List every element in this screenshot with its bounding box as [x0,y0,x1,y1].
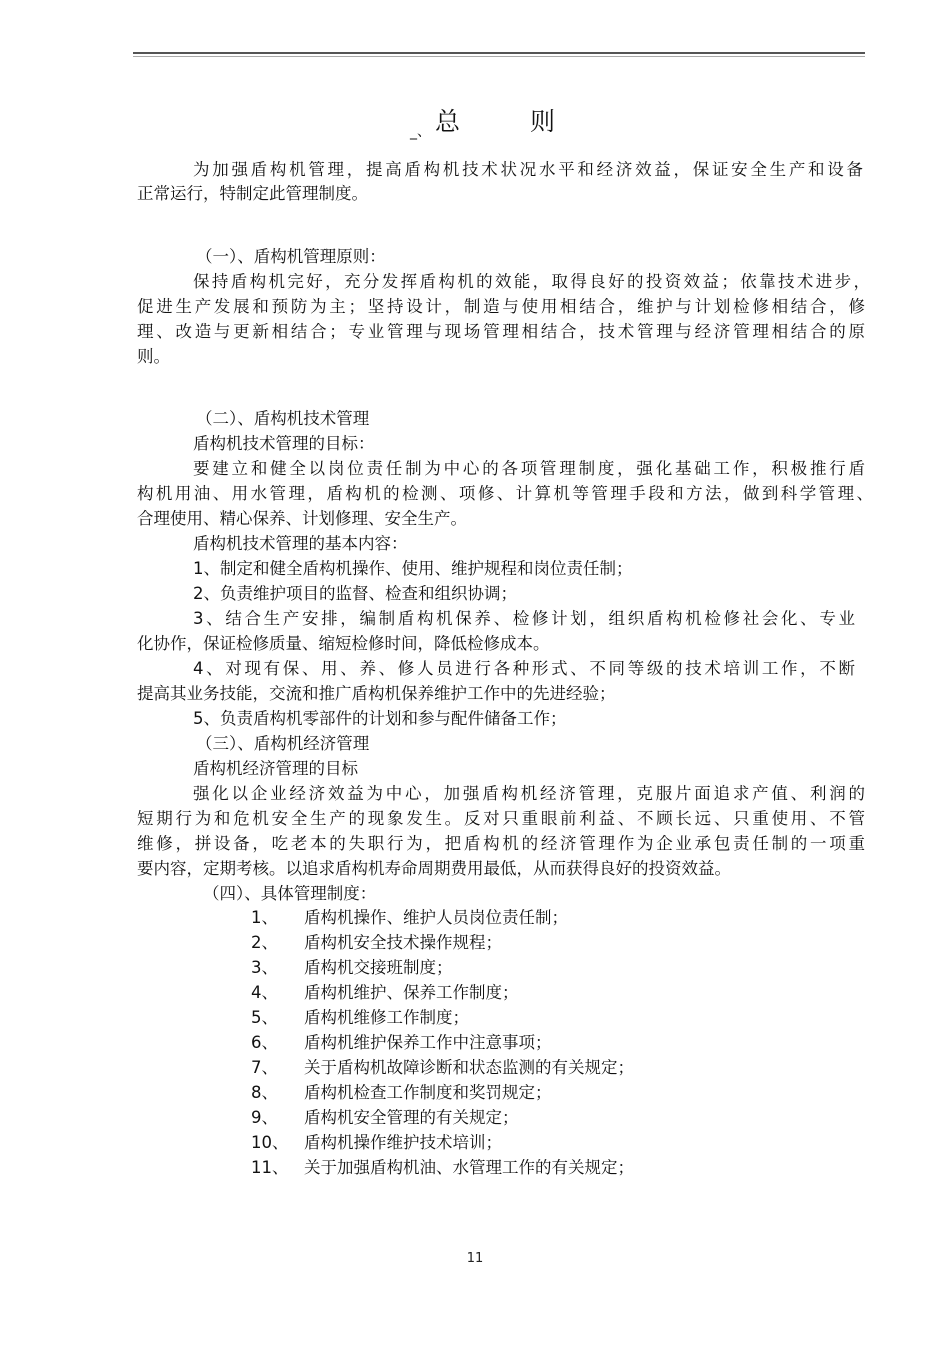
section-2-content-line-4: 化协作，保证检修质量、缩短检修时间，降低检修成本。 [137,634,550,653]
list-item-number: 10、 [251,1133,289,1152]
section-3-title: （三）、盾构机经济管理 [196,734,370,753]
list-item-text: 关于加强盾构机油、水管理工作的有关规定； [304,1158,634,1177]
section-2-title: （二）、盾构机技术管理 [196,409,370,428]
list-item-number: 8、 [251,1083,278,1102]
list-item-text: 盾构机安全管理的有关规定； [304,1108,519,1127]
list-item-number: 5、 [251,1008,278,1027]
section-1-line-1: 保持盾构机完好，充分发挥盾构机的效能，取得良好的投资效益；依靠技术进步， [193,272,870,291]
list-item-text: 盾构机检查工作制度和奖罚规定； [304,1083,552,1102]
list-item-number: 4、 [251,983,278,1002]
header-rule-thin [133,56,865,57]
section-2-content-line-1: 1、制定和健全盾构机操作、使用、维护规程和岗位责任制； [193,559,633,578]
section-2-goal-line-1: 要建立和健全以岗位责任制为中心的各项管理制度，强化基础工作，积极推行盾 [193,459,865,478]
section-2-content-line-6: 提高其业务技能，交流和推广盾构机保养维护工作中的先进经验； [137,684,616,703]
section-3-line-2: 短期行为和危机安全生产的现象发生。反对只重眼前利益、不顾长远、只重使用、不管 [137,809,865,828]
list-item-number: 11、 [251,1158,289,1177]
list-item-number: 6、 [251,1033,278,1052]
heading-char-1: 总 [434,107,460,136]
section-2-goal-line-3: 合理使用、精心保养、计划修理、安全生产。 [137,509,467,528]
intro-line-1: 为加强盾构机管理，提高盾构机技术状况水平和经济效益，保证安全生产和设备 [193,160,863,179]
section-1-line-2: 促进生产发展和预防为主；坚持设计，制造与使用相结合，维护与计划检修相结合，修 [137,297,865,316]
section-2-content-title: 盾构机技术管理的基本内容： [193,534,408,553]
section-4-title: （四）、具体管理制度： [203,884,377,903]
section-1-title: （一）、盾构机管理原则： [196,247,386,266]
section-2-goal-line-2: 构机用油、用水管理，盾构机的检测、项修、计算机等管理手段和方法，做到科学管理、 [137,484,873,503]
list-item-text: 盾构机维护、保养工作制度； [304,983,519,1002]
list-item-text: 盾构机维护保养工作中注意事项； [304,1033,552,1052]
list-item-text: 盾构机操作维护技术培训； [304,1133,502,1152]
chapter-heading [0,106,950,142]
list-item-number: 1、 [251,908,278,927]
section-3-goal-title: 盾构机经济管理的目标 [193,759,358,778]
header-rule [133,52,865,54]
list-item-text: 关于盾构机故障诊断和状态监测的有关规定； [304,1058,634,1077]
section-2-content-line-2: 2、负责维护项目的监督、检查和组织协调； [193,584,517,603]
heading-number: _、 [409,124,431,140]
list-item-number: 9、 [251,1108,278,1127]
section-2-content-line-5: 4、对现有保、用、养、修人员进行各种形式、不同等级的技术培训工作，不断 [193,659,855,678]
section-3-line-1: 强化以企业经济效益为中心，加强盾构机经济管理，克服片面追求产值、利润的 [193,784,865,803]
section-3-line-4: 要内容，定期考核。以追求盾构机寿命周期费用最低，从而获得良好的投资效益。 [137,859,731,878]
heading-char-2: 则 [530,107,556,136]
section-2-content-line-7: 5、负责盾构机零部件的计划和参与配件储备工作； [193,709,567,728]
list-item-number: 7、 [251,1058,278,1077]
list-item-text: 盾构机交接班制度； [304,958,453,977]
list-item-text: 盾构机维修工作制度； [304,1008,469,1027]
list-item-text: 盾构机操作、维护人员岗位责任制； [304,908,568,927]
list-item-number: 3、 [251,958,278,977]
section-2-content-line-3: 3、结合生产安排，编制盾构机保养、检修计划，组织盾构机检修社会化、专业 [193,609,855,628]
section-2-goal-title: 盾构机技术管理的目标： [193,434,375,453]
section-1-line-4: 则。 [137,347,170,366]
section-3-line-3: 维修，拼设备，吃老本的失职行为，把盾构机的经济管理作为企业承包责任制的一项重 [137,834,865,853]
page-number: 11 [466,1251,484,1266]
section-1-line-3: 理、改造与更新相结合；专业管理与现场管理相结合，技术管理与经济管理相结合的原 [137,322,865,341]
list-item-text: 盾构机安全技术操作规程； [304,933,502,952]
list-item-number: 2、 [251,933,278,952]
intro-line-2: 正常运行，特制定此管理制度。 [137,184,368,203]
